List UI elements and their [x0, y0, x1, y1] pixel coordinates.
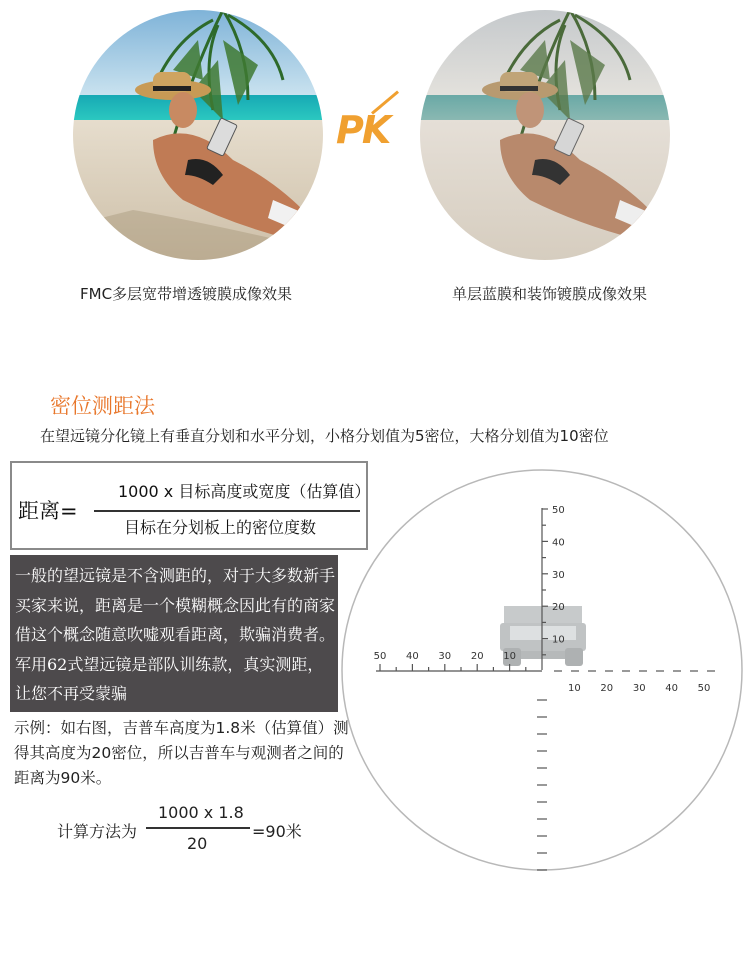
- right-image-caption: 单层蓝膜和装饰镀膜成像效果: [452, 285, 648, 303]
- single-coating-sample-image: [420, 10, 670, 260]
- calculation-result: =90米: [252, 822, 302, 841]
- reticle-vertical-label: 10: [552, 634, 565, 646]
- reticle-left-label: 50: [373, 651, 387, 662]
- reticle-vertical-label: 30: [552, 569, 565, 581]
- fmc-coating-sample-image: [73, 10, 323, 260]
- formula-denominator: 目标在分划板上的密位度数: [124, 518, 317, 537]
- reticle-vertical-label: 40: [552, 537, 565, 549]
- disclaimer-note-text: 一般的望远镜是不含测距的，对于大多数新手买家来说，距离是一个模糊概念因此有的商家借这个概念随意吹嘘观看距离，欺骗消费者。军用62式望远镜是部队训练款，真实测距，让您不再受蒙骗: [15, 566, 336, 703]
- pk-versus-label: PK: [336, 108, 390, 152]
- formula-lhs: 距离=: [18, 499, 78, 523]
- section-title: 密位测距法: [50, 394, 155, 418]
- reticle-left-label: 10: [503, 651, 516, 662]
- reticle-vertical-label: 50: [552, 505, 565, 516]
- example-text: 示例：如右图，吉普车高度为1.8米（估算值）测得其高度为20密位，所以吉普车与观测者之间的距离为90米。: [14, 719, 349, 787]
- reticle-vertical-label: 20: [552, 602, 565, 614]
- reticle-diagram: [340, 468, 746, 874]
- formula-numerator: 1000 x 目标高度或宽度（估算值）: [118, 482, 371, 501]
- section-intro: 在望远镜分化镜上有垂直分划和水平分划，小格分划值为5密位，大格分划值为10密位: [40, 427, 609, 445]
- distance-formula-box: [10, 461, 371, 550]
- reticle-left-label: 30: [438, 651, 452, 662]
- calculation-label: 计算方法为: [57, 822, 138, 841]
- formula-fraction-bar: [94, 510, 360, 512]
- reticle-left-label: 20: [470, 651, 484, 662]
- reticle-left-label: 40: [406, 651, 419, 662]
- calculation-numerator: 1000 x 1.8: [158, 803, 244, 822]
- reticle-right-label: 50: [697, 683, 711, 694]
- reticle-right-label: 20: [600, 683, 614, 694]
- calculation-fraction-bar: [146, 827, 250, 829]
- calculation-denominator: 20: [187, 834, 208, 853]
- reticle-right-label: 40: [665, 683, 678, 694]
- reticle-right-label: 10: [568, 683, 581, 694]
- disclaimer-note-box: [10, 555, 338, 712]
- reticle-right-label: 30: [632, 683, 646, 694]
- left-image-caption: FMC多层宽带增透镀膜成像效果: [80, 285, 293, 303]
